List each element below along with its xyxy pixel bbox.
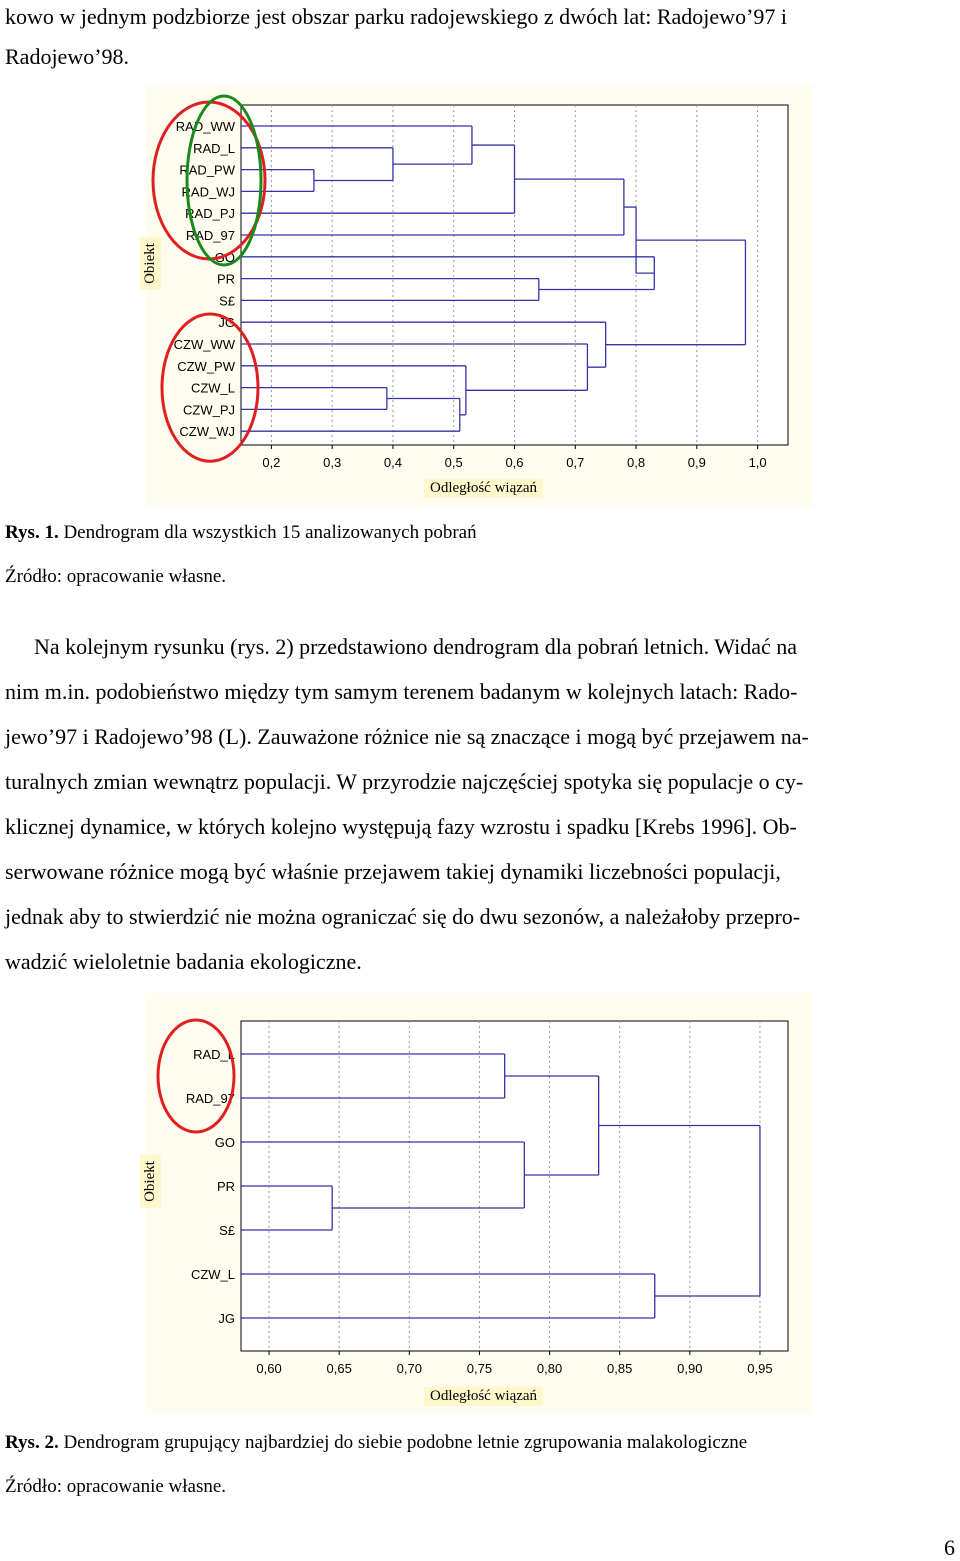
leaf-label: GO — [214, 249, 235, 265]
leaf-label: S£ — [219, 1223, 235, 1238]
leaf-label: CZW_WW — [173, 337, 235, 352]
leaf-label: RAD_WW — [175, 119, 235, 134]
paragraph-line-8: wadzić wieloletnie badania ekologiczne. — [5, 949, 362, 974]
x-tick-label: 0,75 — [466, 1361, 493, 1376]
x-axis-title-1: Odległość wiązań — [424, 479, 543, 498]
paragraph-line-4: turalnych zmian wewnątrz populacji. W przyrodzie najczęściej spotyka się populacje o cy- — [5, 769, 804, 794]
leaf-label: CZW_L — [190, 380, 235, 396]
dendrogram-2-svg — [146, 993, 812, 1414]
figure-2-source: Źródło: opracowanie własne. — [5, 1476, 227, 1497]
x-tick-label: 0,90 — [677, 1361, 703, 1376]
leaf-label: JG — [218, 315, 235, 331]
figure-1-caption — [5, 522, 477, 544]
leaf-label: CZW_PJ — [183, 402, 235, 418]
leaf-label: JG — [218, 1311, 235, 1326]
figure-2-caption-text: Dendrogram grupujący najbardziej do siebie podobne letnie zgrupowania malakologiczne — [58, 1432, 748, 1453]
figure-2-label: Rys. 2. — [5, 1432, 59, 1453]
paragraph-line-3: jewo’97 i Radojewo’98 (L). Zauważone różnice nie są znaczące i mogą być przejawem na- — [5, 724, 809, 749]
dendrogram-1-svg — [146, 85, 812, 507]
leaf-label: CZW_PW — [177, 358, 235, 374]
x-tick-label: 0,60 — [256, 1361, 282, 1376]
leaf-label: RAD_WJ — [181, 184, 235, 200]
paragraph-line-6: serwowane różnice mogą być właśnie przejawem takiej dynamiki liczebności populacji, — [5, 859, 781, 884]
x-tick-label: 0,4 — [383, 455, 402, 470]
paragraph-line-2: nim m.in. podobieństwo między tym samym terenem badanym w kolejnych latach: Rado- — [5, 679, 798, 704]
x-tick-label: 1,0 — [748, 455, 767, 470]
x-tick-label: 0,85 — [607, 1361, 633, 1376]
leaf-label: S£ — [219, 293, 235, 309]
dendrogram-figure-2 — [141, 993, 812, 1414]
paragraph-line-7: jednak aby to stwierdzić nie można ograniczać się do dwu sezonów, a należałoby przepro- — [5, 904, 801, 929]
paragraph-top-line-1: kowo w jednym podzbiorze jest obszar parku radojewskiego z dwóch lat: Radojewo’97 i — [5, 4, 788, 29]
red-ellipse-rad-pair — [158, 1020, 234, 1132]
x-tick-label: 0,8 — [627, 455, 646, 470]
leaf-label: RAD_97 — [185, 228, 235, 243]
x-tick-label: 0,80 — [536, 1361, 563, 1376]
leaf-label: RAD_L — [193, 140, 235, 156]
leaf-label: RAD_PW — [179, 162, 235, 178]
figure-2-caption — [5, 1432, 747, 1454]
leaf-label: GO — [214, 1135, 235, 1150]
x-tick-label: 0,3 — [323, 455, 342, 470]
leaf-label: CZW_WJ — [179, 424, 235, 440]
x-tick-label: 0,65 — [326, 1361, 352, 1376]
x-tick-label: 0,2 — [262, 455, 281, 470]
figure-1-label: Rys. 1. — [5, 522, 59, 543]
x-tick-label: 0,6 — [505, 455, 524, 470]
paragraph-line-5: klicznej dynamice, w których kolejno występują fazy wzrostu i spadku [Krebs 1996]. Ob- — [5, 814, 797, 839]
x-tick-label: 0,7 — [566, 455, 585, 470]
figure-1-source: Źródło: opracowanie własne. — [5, 566, 227, 587]
x-tick-label: 0,70 — [396, 1361, 422, 1376]
y-axis-title-1: Obiekt — [140, 237, 161, 290]
dendrogram-figure-1 — [141, 85, 812, 507]
figure-1-caption-text: Dendrogram dla wszystkich 15 analizowanych pobrań — [58, 522, 477, 543]
x-tick-label: 0,95 — [747, 1361, 773, 1376]
page-number: 6 — [944, 1535, 955, 1560]
leaf-label: PR — [216, 271, 235, 287]
leaf-label: PR — [216, 1179, 235, 1194]
leaf-label: RAD_PJ — [185, 206, 235, 222]
paragraph-top-line-2: Radojewo’98. — [5, 44, 130, 69]
y-axis-title-2: Obiekt — [140, 1155, 161, 1208]
x-tick-label: 0,9 — [687, 455, 706, 470]
x-tick-label: 0,5 — [444, 455, 463, 470]
leaf-label: RAD_97 — [185, 1091, 235, 1106]
leaf-label: CZW_L — [190, 1267, 235, 1282]
leaf-label: RAD_L — [193, 1047, 235, 1062]
paragraph-line-1: Na kolejnym rysunku (rys. 2) przedstawiono dendrogram dla pobrań letnich. Widać na — [34, 634, 797, 659]
x-axis-title-2: Odległość wiązań — [424, 1387, 543, 1406]
